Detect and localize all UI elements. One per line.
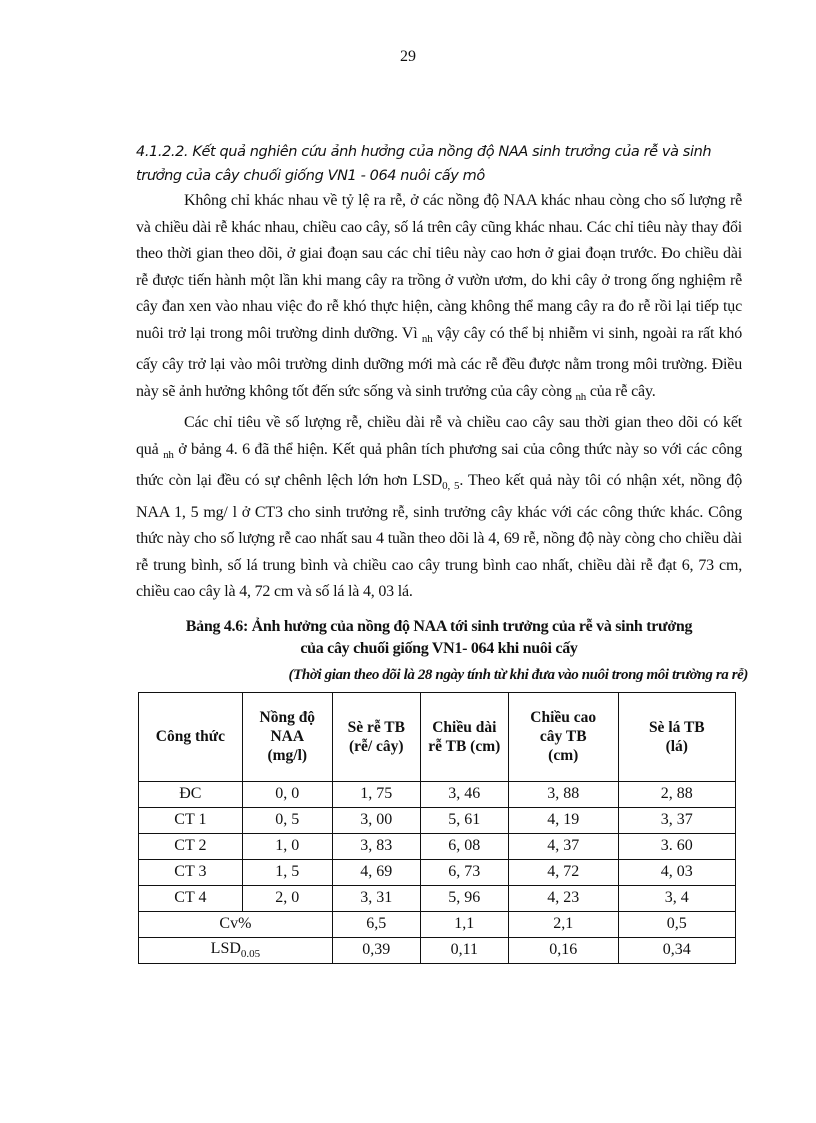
table-caption-line-1: Bảng 4.6: Ảnh hưởng của nồng độ NAA tới sinh trưởng của rễ và sinh trưởng: [185, 617, 693, 635]
section-heading: 4.1.2.2. Kết quả nghiên cứu ảnh hưởng của nồng độ NAA sinh trưởng của rễ và sinh trưởng của cây chuối giống VN1 - 064 nuôi cấy mô: [136, 144, 712, 184]
table-cell: 0,39: [332, 937, 420, 963]
header-line: (cm): [548, 747, 579, 764]
table-cell: 5, 61: [420, 807, 508, 833]
header-cong-thuc: [139, 692, 243, 781]
table-cell: 2, 88: [618, 781, 735, 807]
table-cell: 0, 0: [242, 781, 332, 807]
page-number: 29: [400, 48, 416, 65]
cv-label: Cv%: [139, 911, 333, 937]
table-cell: CT 4: [139, 885, 243, 911]
table-cell: 3, 46: [420, 781, 508, 807]
header-line: Công thức: [155, 728, 225, 745]
paragraph-2: [136, 410, 742, 606]
table-cell: 4, 23: [508, 885, 618, 911]
table-cell: 3, 00: [332, 807, 420, 833]
table-cell: 3. 60: [618, 833, 735, 859]
page-content: [136, 140, 748, 964]
header-line: (lá): [665, 737, 688, 755]
table-cell: 5, 96: [420, 885, 508, 911]
table-cell: 3, 4: [618, 885, 735, 911]
header-so-re: [332, 692, 420, 781]
table-cell: 4, 37: [508, 833, 618, 859]
table-cell: 3, 37: [618, 807, 735, 833]
table-cell: 4, 19: [508, 807, 618, 833]
paragraph-2-text-a: Các chỉ tiêu về số lượng rễ, chiều dài rễ và chiều cao cây sau thời gian theo dõi có kết quả: [136, 414, 742, 458]
paragraph-2-nh: nh: [163, 448, 174, 461]
table-row: [139, 833, 736, 859]
table-row-cv: [139, 911, 736, 937]
lsd-label: LSD: [210, 940, 241, 957]
table-cell: 0, 5: [242, 807, 332, 833]
table-cell: 2, 0: [242, 885, 332, 911]
paragraph-1-nh-1: nh: [421, 332, 433, 345]
table-caption-line-2: của cây chuối giống VN1- 064 khi nuôi cấy: [300, 639, 578, 657]
table-row: [139, 885, 736, 911]
table-cell: 4, 72: [508, 859, 618, 885]
lsd-subscript: 0.05: [240, 948, 261, 960]
table-cell: 6,5: [332, 911, 420, 937]
header-line: (rễ/ cây): [348, 737, 404, 755]
table-cell: 0,5: [618, 911, 735, 937]
table-cell: 0,16: [508, 937, 618, 963]
header-line: Sè rễ TB: [347, 718, 405, 736]
header-line: Sè lá TB: [648, 718, 705, 736]
paragraph-1: [136, 188, 742, 410]
table-row-lsd: [139, 937, 736, 963]
table-row: [139, 807, 736, 833]
table-cell: 3, 31: [332, 885, 420, 911]
table-cell: 6, 08: [420, 833, 508, 859]
table-cell: ĐC: [139, 781, 243, 807]
table-caption: [136, 616, 742, 660]
lsd-label-cell: [139, 937, 333, 963]
table-note: (Thời gian theo dõi là 28 ngày tính từ khi đưa vào nuôi trong môi trường ra rễ): [288, 666, 748, 683]
paragraph-1-nh-2: nh: [575, 390, 587, 403]
header-line: rễ TB (cm): [428, 737, 501, 755]
table-cell: 0,11: [420, 937, 508, 963]
table-cell: 2,1: [508, 911, 618, 937]
header-chieu-dai: [420, 692, 508, 781]
paragraph-1-text-mid: vậy cây có thể bị nhiễm vi sinh, ngoài ra rất khó cấy cây trở lại vào môi trường dinh dưỡng mới mà các rễ đều được nằm trong môi trường. Điều này sẽ ảnh hưởng không tốt đến sức sống và sinh trưởng của cây còng: [136, 324, 742, 400]
table-cell: 1,1: [420, 911, 508, 937]
table-cell: 4, 03: [618, 859, 735, 885]
table-cell: CT 3: [139, 859, 243, 885]
header-line: Chiều cao: [530, 709, 597, 726]
header-line: Nồng độ: [259, 709, 316, 726]
table-cell: 3, 88: [508, 781, 618, 807]
results-table: [138, 692, 736, 964]
header-line: (mg/l): [267, 747, 308, 764]
paragraph-1-text-end: của rễ cây.: [589, 382, 656, 400]
table-cell: 1, 0: [242, 833, 332, 859]
header-line: Chiều dài: [432, 718, 497, 736]
table-cell: 3, 83: [332, 833, 420, 859]
paragraph-2-text-b: ở bảng 4. 6 đã thể hiện. Kết quả phân tích phương sai của công thức này so với các công thức còn lại đều có sự chênh lệch lớn hơn LSD: [136, 440, 742, 489]
header-line: cây TB: [539, 728, 587, 745]
paragraph-2-lsd-sub: 0, 5: [442, 480, 460, 492]
table-row: [139, 781, 736, 807]
table-cell: 1, 75: [332, 781, 420, 807]
header-nong-do: [242, 692, 332, 781]
header-chieu-cao: [508, 692, 618, 781]
table-header-row: [139, 692, 736, 781]
paragraph-2-text-c: . Theo kết quả này tôi có nhận xét, nồng độ NAA 1, 5 mg/ l ở CT3 cho sinh trưởng rễ, sinh trưởng cây khác với các công thức khác. Công thức này cho số lượng rễ cao nhất sau 4 tuần theo dõi là 4, 69 rễ, nồng độ này còng cho chiều dài rễ trung bình, số lá trung bình và chiều cao cây trung bình cao nhất, chiều dài rễ đạt 6, 73 cm, chiều cao cây là 4, 72 cm và số lá là 4, 03 lá.: [136, 472, 742, 600]
table-cell: 0,34: [618, 937, 735, 963]
paragraph-1-text: Không chỉ khác nhau về tỷ lệ ra rễ, ở các nồng độ NAA khác nhau còng cho số lượng rễ và chiều dài rễ khác nhau, chiều cao cây, số lá trên cây cũng khác nhau. Các chỉ tiêu này thay đổi theo thời gian theo dõi, ở giai đoạn sau các chỉ tiêu này cao hơn ở giai đoạn trước. Đo chiều dài rễ được tiến hành một lần khi mang cây ra trồng ở vườn ươm, do khi cây ở trong ống nghiệm rễ cây đan xen vào nhau việc đo rễ khó thực hiện, càng không thể mang cây ra đo rễ rồi lại tiếp tục nuôi trở lại trong môi trường dinh dưỡng. Vì: [136, 192, 742, 342]
table-cell: 4, 69: [332, 859, 420, 885]
header-line: NAA: [270, 728, 305, 745]
table-cell: CT 1: [139, 807, 243, 833]
table-cell: 6, 73: [420, 859, 508, 885]
header-so-la: [618, 692, 735, 781]
table-row: [139, 859, 736, 885]
table-cell: CT 2: [139, 833, 243, 859]
table-cell: 1, 5: [242, 859, 332, 885]
